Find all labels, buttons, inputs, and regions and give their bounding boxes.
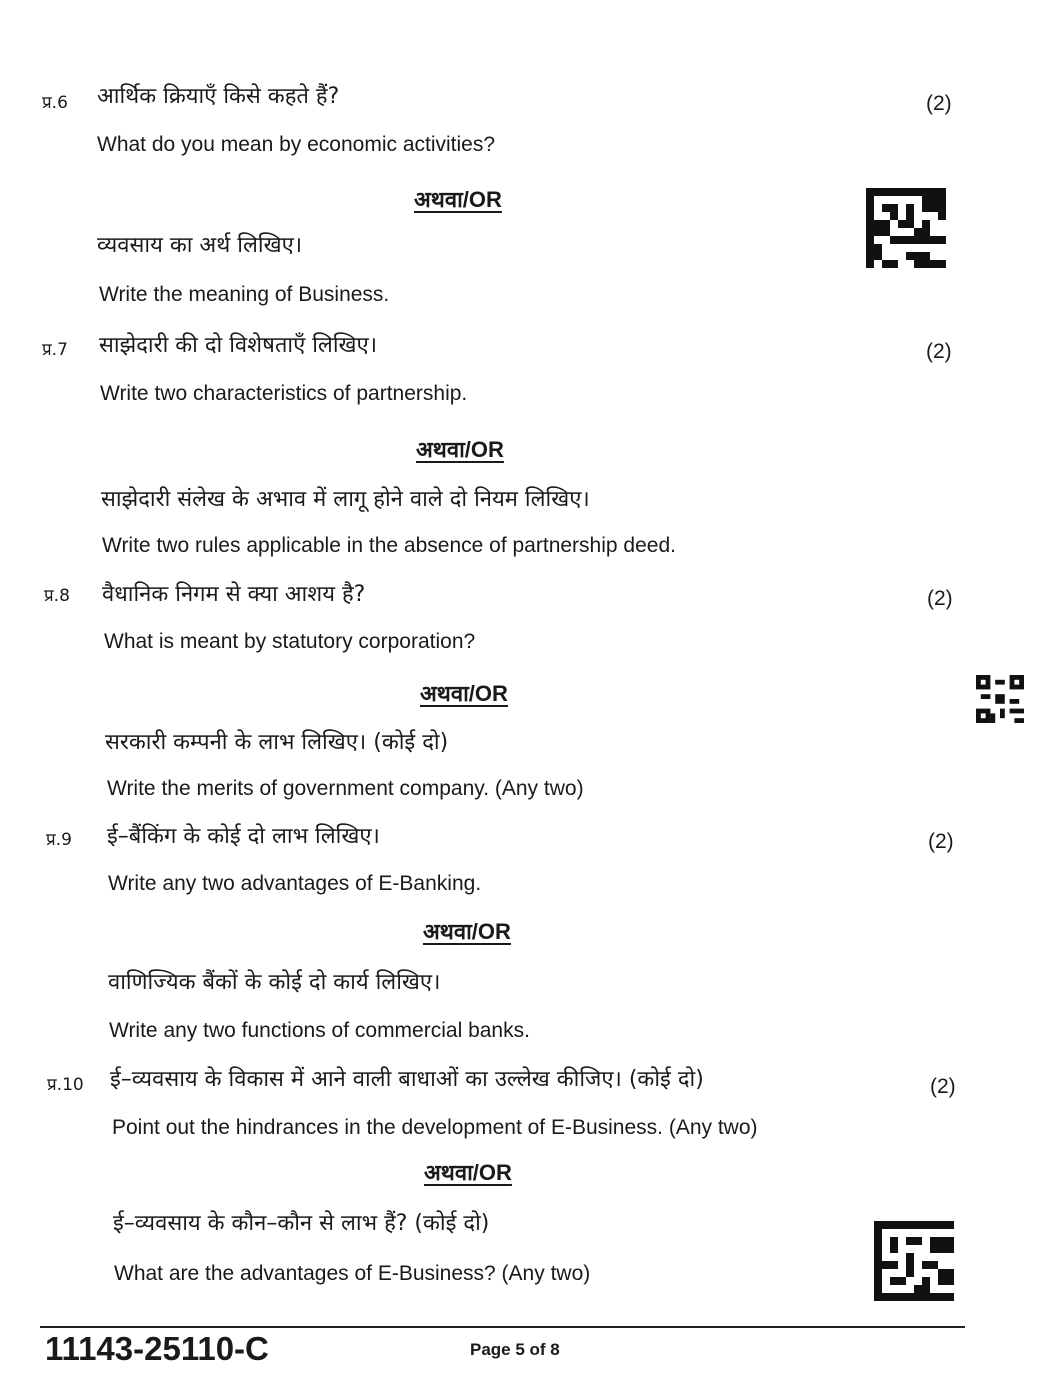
alt-question-english: What are the advantages of E-Business? (Any two)	[114, 1262, 591, 1285]
question-number: प्र.9	[46, 830, 72, 850]
question-english: What is meant by statutory corporation?	[104, 630, 476, 653]
question-hindi: आर्थिक क्रियाएँ किसे कहते हैं?	[97, 84, 340, 109]
question-english: Write two characteristics of partnership.	[100, 382, 468, 405]
question-english: Write any two advantages of E-Banking.	[108, 872, 482, 895]
question-marks: (2)	[926, 92, 952, 115]
paper-code: 11143-25110-C	[45, 1330, 269, 1367]
question-marks: (2)	[928, 830, 954, 853]
question-hindi: वैधानिक निगम से क्या आशय है?	[102, 582, 366, 607]
page-number: Page 5 of 8	[470, 1340, 560, 1359]
question-number: प्र.7	[42, 340, 68, 360]
question-hindi: ई–बैंकिंग के कोई दो लाभ लिखिए।	[107, 824, 380, 849]
alt-question-hindi: साझेदारी संलेख के अभाव में लागू होने वाले दो नियम लिखिए।	[101, 487, 590, 512]
alt-question-hindi: सरकारी कम्पनी के लाभ लिखिए। (कोई दो)	[105, 730, 449, 755]
question-marks: (2)	[926, 340, 952, 363]
or-label: अथवा/OR	[414, 187, 502, 212]
alt-question-hindi: व्यवसाय का अर्थ लिखिए।	[97, 233, 303, 258]
question-number: प्र.10	[47, 1075, 84, 1095]
or-label: अथवा/OR	[416, 437, 504, 462]
qr-code-icon	[866, 187, 946, 269]
qr-code-icon	[874, 1220, 954, 1302]
qr-code-icon	[975, 675, 1025, 723]
question-marks: (2)	[927, 587, 953, 610]
alt-question-hindi: ई–व्यवसाय के कौन–कौन से लाभ हैं? (कोई दो)	[113, 1211, 490, 1236]
question-number: प्र.8	[44, 586, 70, 606]
or-label: अथवा/OR	[420, 681, 508, 706]
question-hindi: ई–व्यवसाय के विकास में आने वाली बाधाओं का उल्लेख कीजिए। (कोई दो)	[110, 1067, 704, 1092]
question-marks: (2)	[930, 1075, 956, 1098]
alt-question-english: Write the merits of government company. (Any two)	[107, 777, 584, 800]
question-english: What do you mean by economic activities?	[97, 133, 496, 156]
or-label: अथवा/OR	[423, 919, 511, 944]
question-hindi: साझेदारी की दो विशेषताएँ लिखिए।	[99, 333, 378, 358]
or-label: अथवा/OR	[424, 1160, 512, 1185]
alt-question-english: Write the meaning of Business.	[99, 283, 390, 306]
question-number: प्र.6	[42, 93, 68, 113]
alt-question-english: Write any two functions of commercial banks.	[109, 1019, 530, 1042]
alt-question-english: Write two rules applicable in the absence of partnership deed.	[102, 534, 676, 557]
footer-divider	[40, 1326, 965, 1328]
alt-question-hindi: वाणिज्यिक बैंकों के कोई दो कार्य लिखिए।	[108, 970, 441, 995]
question-english: Point out the hindrances in the development of E-Business. (Any two)	[112, 1116, 758, 1139]
